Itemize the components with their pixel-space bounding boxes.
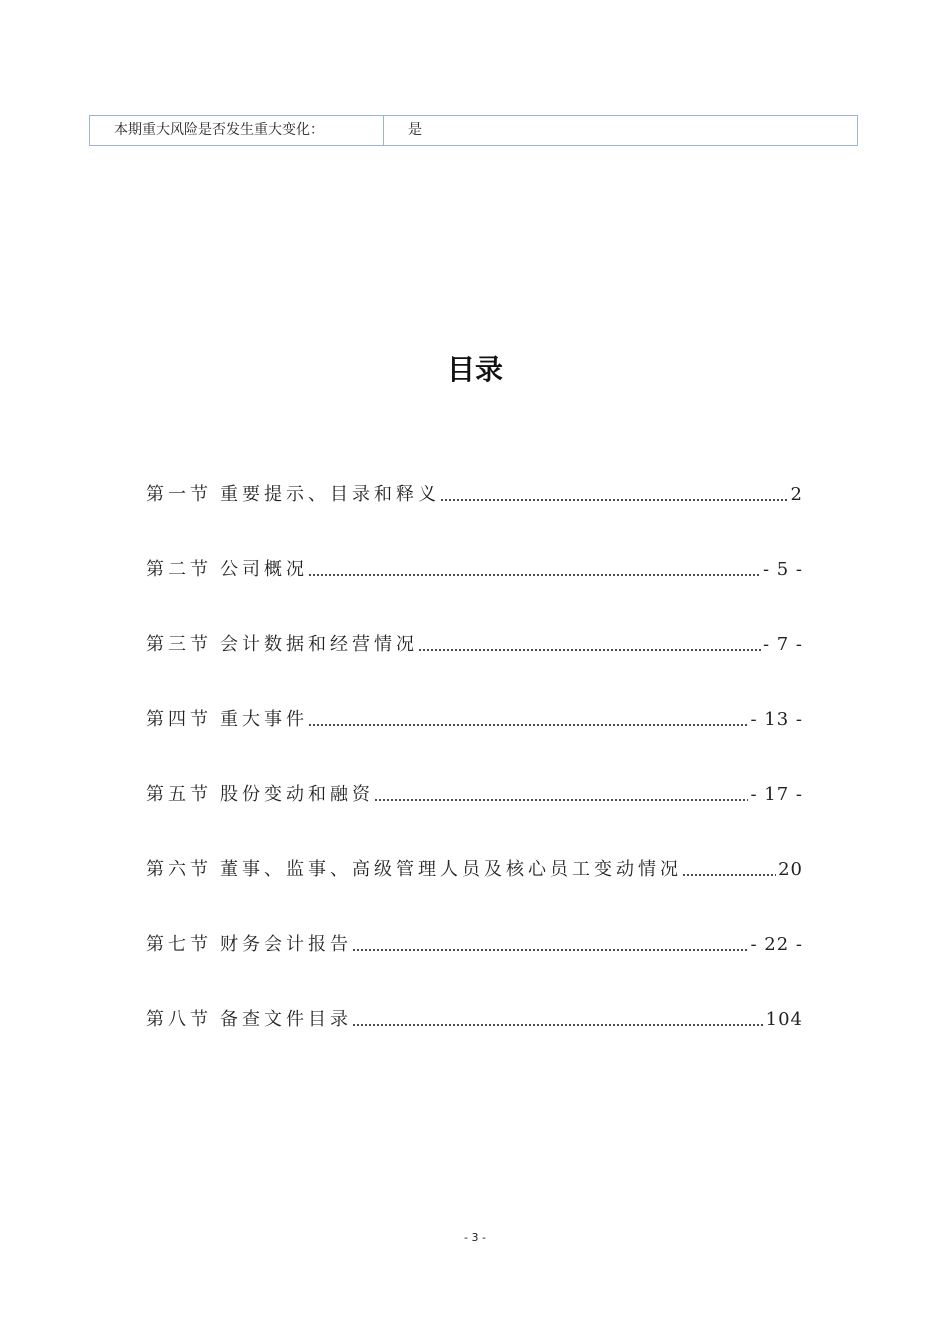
- toc-section-title: 会计数据和经营情况: [220, 634, 418, 655]
- toc-section-title: 股份变动和融资: [220, 784, 374, 805]
- toc-page-number: 104: [765, 1009, 803, 1030]
- toc-section-title: 重大事件: [220, 709, 308, 730]
- major-risk-table: [89, 115, 858, 146]
- toc-dot-leader: [308, 723, 748, 727]
- toc-dot-leader: [440, 498, 789, 502]
- toc-section-label: 第六节: [146, 859, 212, 880]
- toc-page-number: 20: [778, 859, 803, 880]
- toc-section-title: 备查文件目录: [220, 1009, 352, 1030]
- toc-section-label: 第八节: [146, 1009, 212, 1030]
- toc-section-title: 公司概况: [220, 559, 308, 580]
- toc-page-number: 2: [790, 484, 803, 505]
- toc-dot-leader: [418, 648, 761, 652]
- toc-dot-leader: [308, 573, 761, 577]
- toc-dot-leader: [374, 798, 748, 802]
- toc-dot-leader: [352, 1023, 764, 1027]
- major-risk-label: 本期重大风险是否发生重大变化：: [90, 116, 384, 145]
- toc-list: [146, 481, 803, 1081]
- toc-page-number: - 17 -: [750, 784, 803, 805]
- toc-page-number: - 22 -: [750, 934, 803, 955]
- footer-page-number: - 3 -: [464, 1231, 486, 1244]
- toc-entry-section-3[interactable]: [146, 631, 803, 659]
- toc-entry-section-4[interactable]: [146, 706, 803, 734]
- toc-dot-leader: [682, 873, 776, 877]
- toc-dot-leader: [352, 948, 748, 952]
- toc-entry-section-8[interactable]: [146, 1006, 803, 1034]
- toc-section-title: 财务会计报告: [220, 934, 352, 955]
- toc-section-label: 第二节: [146, 559, 212, 580]
- toc-page-number: - 5 -: [762, 559, 803, 580]
- toc-page-number: - 7 -: [762, 634, 803, 655]
- toc-section-label: 第七节: [146, 934, 212, 955]
- toc-section-label: 第一节: [146, 484, 212, 505]
- toc-entry-section-5[interactable]: [146, 781, 803, 809]
- major-risk-value: 是: [408, 122, 422, 138]
- toc-entry-section-6[interactable]: [146, 856, 803, 884]
- toc-section-label: 第五节: [146, 784, 212, 805]
- toc-entry-section-2[interactable]: [146, 556, 803, 584]
- toc-entry-section-1[interactable]: [146, 481, 803, 509]
- toc-title: 目录: [446, 353, 503, 386]
- toc-entry-section-7[interactable]: [146, 931, 803, 959]
- toc-section-title: 董事、监事、高级管理人员及核心员工变动情况: [220, 859, 682, 880]
- toc-section-label: 第四节: [146, 709, 212, 730]
- toc-page-number: - 13 -: [750, 709, 803, 730]
- toc-section-label: 第三节: [146, 634, 212, 655]
- toc-section-title: 重要提示、目录和释义: [220, 484, 440, 505]
